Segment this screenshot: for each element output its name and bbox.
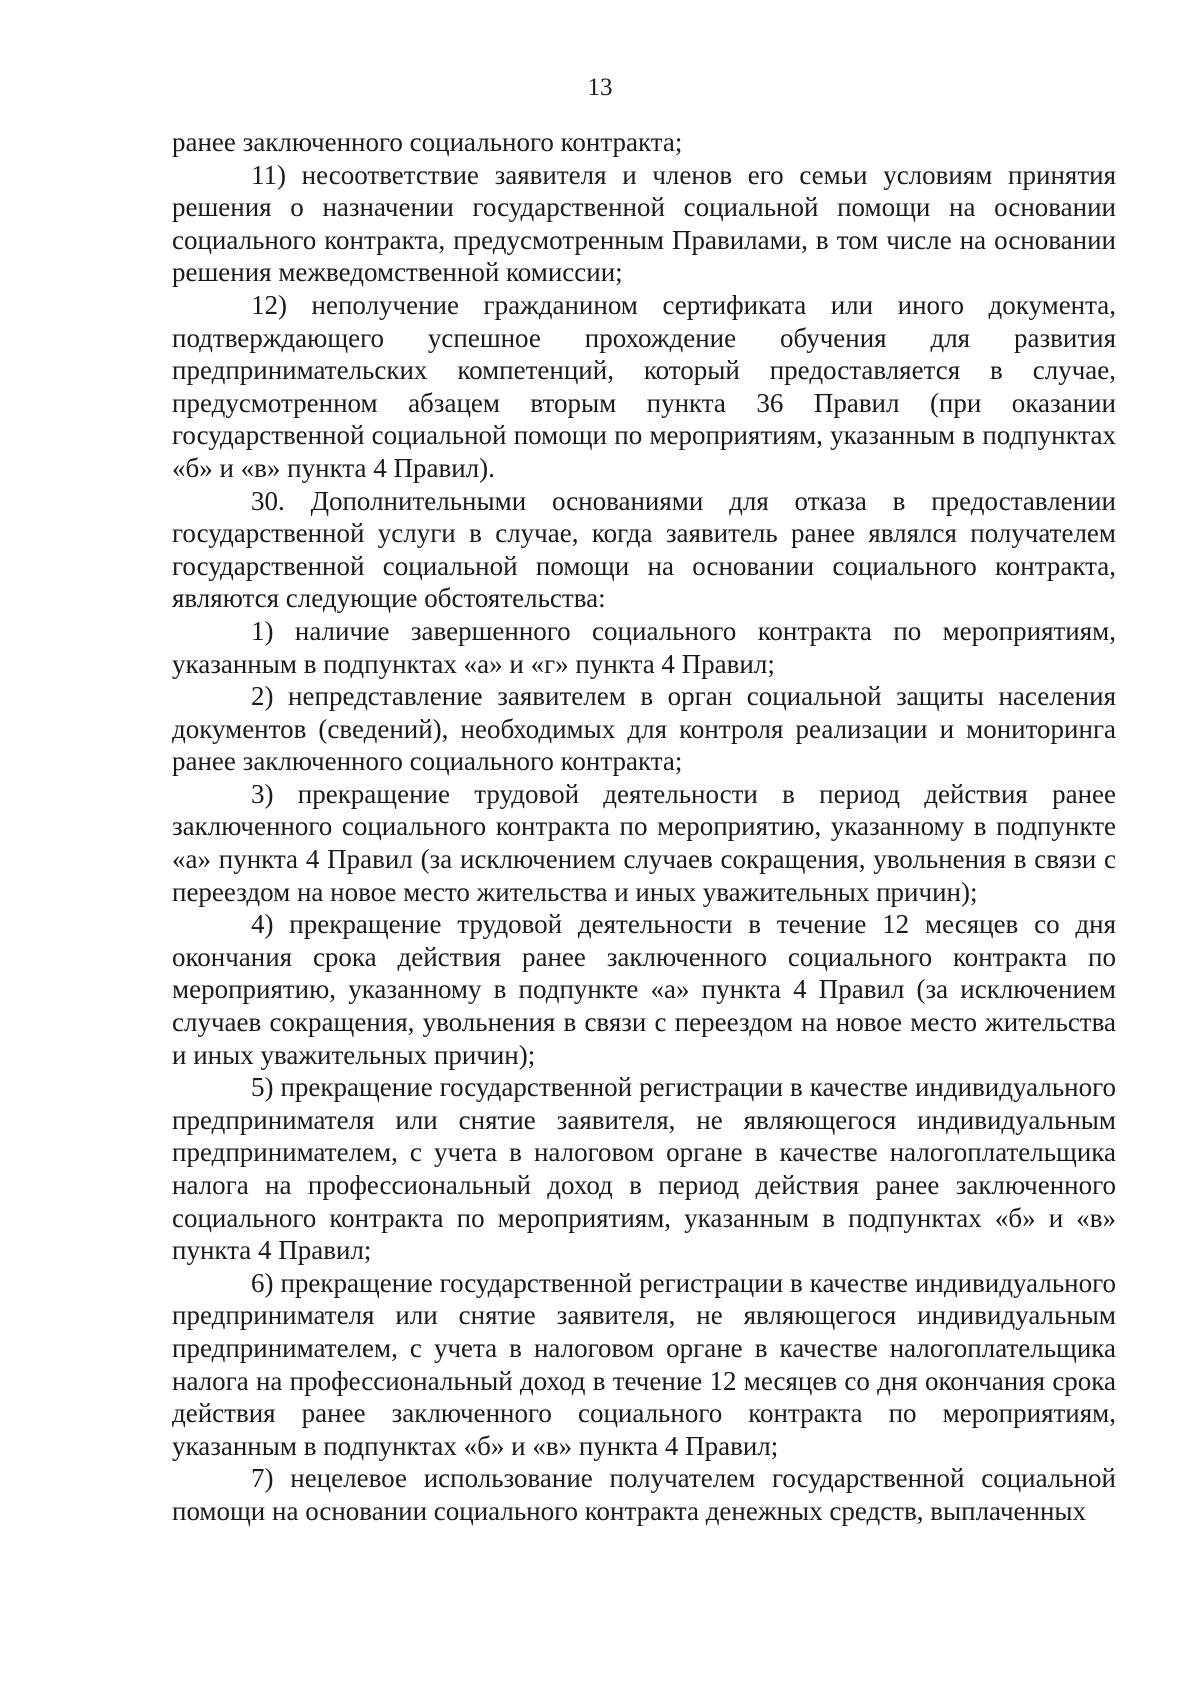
paragraph-continuation: ранее заключенного социального контракта; bbox=[172, 127, 683, 157]
paragraph-item-12: 12) неполучение гражданином сертификата или иного документа, подтверждающего успешное прохождение обучения для развития предпринимательских компетенций, который предоставляется в случае, предусмотренном абзацем вторым пункта 36 Правил (при оказании государственной социальной помощи по мероприятиям, указанным в подпунктах «б» и «в» пункта 4 Правил). bbox=[172, 289, 1116, 483]
page-number: 13 bbox=[587, 74, 613, 101]
paragraph-item-3: 3) прекращение трудовой деятельности в период действия ранее заключенного социального контракта по мероприятию, указанному в подпункте «а» пункта 4 Правил (за исключением случаев сокращения, увольнения в связи с переездом на новое место жительства и иных уважительных причин); bbox=[172, 778, 1116, 907]
paragraph-item-4: 4) прекращение трудовой деятельности в течение 12 месяцев со дня окончания срока действия ранее заключенного социального контракта по мероприятию, указанному в подпункте «а» пункта 4 Правил (за исключением случаев сокращения, увольнения в связи с переездом на новое место жительства и иных уважительных причин); bbox=[172, 909, 1116, 1070]
paragraph-item-11: 11) несоответствие заявителя и членов его семьи условиям принятия решения о назначении государственной социальной помощи на основании социального контракта, предусмотренным Правилами, в том числе на основании решения межведомственной комиссии; bbox=[172, 159, 1116, 288]
document-body bbox=[172, 126, 1116, 1528]
paragraph-item-1: 1) наличие завершенного социального контракта по мероприятиям, указанным в подпунктах «а» и «г» пункта 4 Правил; bbox=[172, 615, 1116, 679]
paragraph-item-6: 6) прекращение государственной регистрации в качестве индивидуального предпринимателя или снятие заявителя, не являющегося индивидуальным предпринимателем, с учета в налоговом органе в качестве налогоплательщика налога на профессиональный доход в течение 12 месяцев со дня окончания срока действия ранее заключенного социального контракта по мероприятиям, указанным в подпунктах «б» и «в» пункта 4 Правил; bbox=[172, 1267, 1116, 1461]
paragraph-clause-30: 30. Дополнительными основаниями для отказа в предоставлении государственной услуги в случае, когда заявитель ранее являлся получателем государственной социальной помощи на основании социального контракта, являются следующие обстоятельства: bbox=[172, 485, 1116, 614]
paragraph-item-5: 5) прекращение государственной регистрации в качестве индивидуального предпринимателя или снятие заявителя, не являющегося индивидуальным предпринимателем, с учета в налоговом органе в качестве налогоплательщика налога на профессиональный доход в период действия ранее заключенного социального контракта по мероприятиям, указанным в подпунктах «б» и «в» пункта 4 Правил; bbox=[172, 1072, 1116, 1266]
paragraph-item-7: 7) нецелевое использование получателем государственной социальной помощи на основании социального контракта денежных средств, выплаченных bbox=[172, 1463, 1116, 1526]
paragraph-item-2: 2) непредставление заявителем в орган социальной защиты населения документов (сведений), необходимых для контроля реализации и мониторинга ранее заключенного социального контракта; bbox=[172, 681, 1116, 777]
